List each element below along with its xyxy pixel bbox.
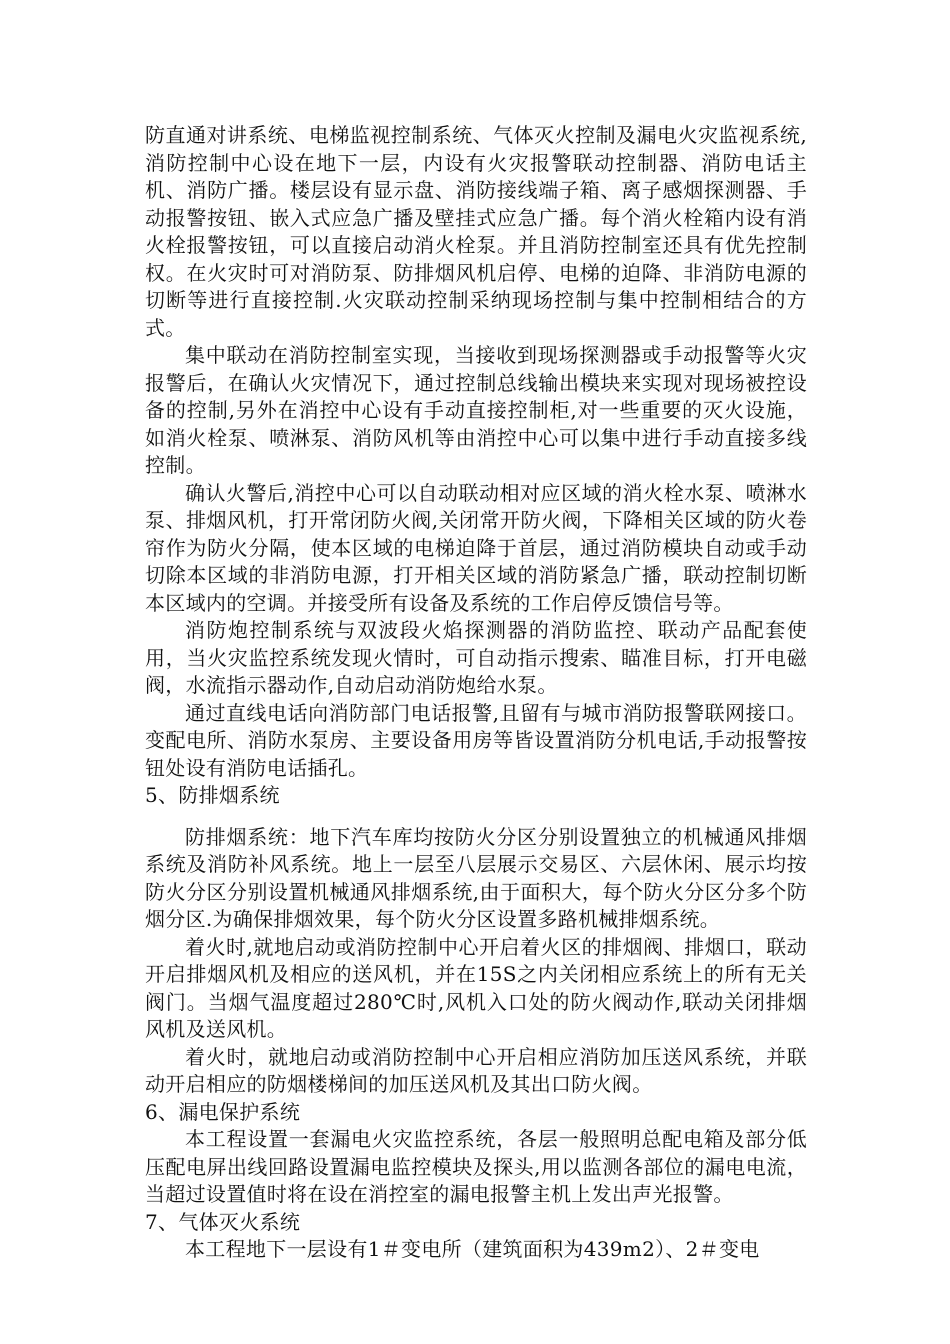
section-heading: 5、防排烟系统 (145, 783, 280, 807)
body-paragraph: 着火时,就地启动或消防控制中心开启着火区的排烟阀、排烟口，联动开启排烟风机及相应的送风机，并在15S之内关闭相应系统上的所有无关阀门。当烟气温度超过280℃时,风机入口处的防火阀动作,联动关闭排烟风机及送风机。 (145, 934, 807, 1041)
body-paragraph: 通过直线电话向消防部门电话报警,且留有与城市消防报警联网接口。变配电所、消防水泵房、主要设备用房等皆设置消防分机电话,手动报警按钮处设有消防电话插孔。 (145, 700, 807, 780)
body-paragraph: 防直通对讲系统、电梯监视控制系统、气体灭火控制及漏电火灾监视系统,消防控制中心设在地下一层，内设有火灾报警联动控制器、消防电话主机、消防广播。楼层设有显示盘、消防接线端子箱、离子感烟探测器、手动报警按钮、嵌入式应急广播及壁挂式应急广播。每个消火栓箱内设有消火栓报警按钮，可以直接启动消火栓泵。并且消防控制室还具有优先控制权。在火灾时可对消防泵、防排烟风机启停、电梯的迫降、非消防电源的切断等进行直接控制.火灾联动控制采纳现场控制与集中控制相结合的方式。 (145, 123, 807, 340)
body-paragraph: 集中联动在消防控制室实现，当接收到现场探测器或手动报警等火灾报警后，在确认火灾情况下，通过控制总线输出模块来实现对现场被控设备的控制,另外在消控中心设有手动直接控制柜,对一些重要的灭火设施，如消火栓泵、喷淋泵、消防风机等由消控中心可以集中进行手动直接多线控制。 (145, 343, 807, 477)
body-paragraph: 着火时，就地启动或消防控制中心开启相应消防加压送风系统，并联动开启相应的防烟楼梯间的加压送风机及其出口防火阀。 (145, 1044, 807, 1096)
section-heading: 6、漏电保护系统 (145, 1099, 301, 1124)
body-paragraph: 消防炮控制系统与双波段火焰探测器的消防监控、联动产品配套使用，当火灾监控系统发现火情时，可自动指示搜索、瞄准目标，打开电磁阀，水流指示器动作,自动启动消防炮给水泵。 (145, 618, 807, 697)
section-heading: 7、气体灭火系统 (145, 1209, 301, 1234)
body-paragraph: 确认火警后,消控中心可以自动联动相对应区域的消火栓水泵、喷淋水泵、排烟风机，打开常闭防火阀,关闭常开防火阀，下降相关区域的防火卷帘作为防火分隔，使本区域的电梯迫降于首层，通过消防模块自动或手动切除本区域的非消防电源，打开相关区域的消防紧急广播，联动控制切断本区域内的空调。并接受所有设备及系统的工作启停反馈信号等。 (145, 480, 807, 615)
body-paragraph: 本工程地下一层设有1＃变电所（建筑面积为439m2）、2＃变电 (185, 1237, 760, 1261)
body-paragraph: 本工程设置一套漏电火灾监控系统，各层一般照明总配电箱及部分低压配电屏出线回路设置漏电监控模块及探头,用以监测各部位的漏电电流，当超过设置值时将在设在消控室的漏电报警主机上发出声光报警。 (145, 1127, 807, 1206)
body-paragraph: 防排烟系统：地下汽车库均按防火分区分别设置独立的机械通风排烟系统及消防补风系统。地上一层至八层展示交易区、六层休闲、展示均按防火分区分别设置机械通风排烟系统,由于面积大，每个防火分区分多个防烟分区.为确保排烟效果，每个防火分区设置多路机械排烟系统。 (145, 824, 807, 931)
document-body (145, 122, 807, 1264)
